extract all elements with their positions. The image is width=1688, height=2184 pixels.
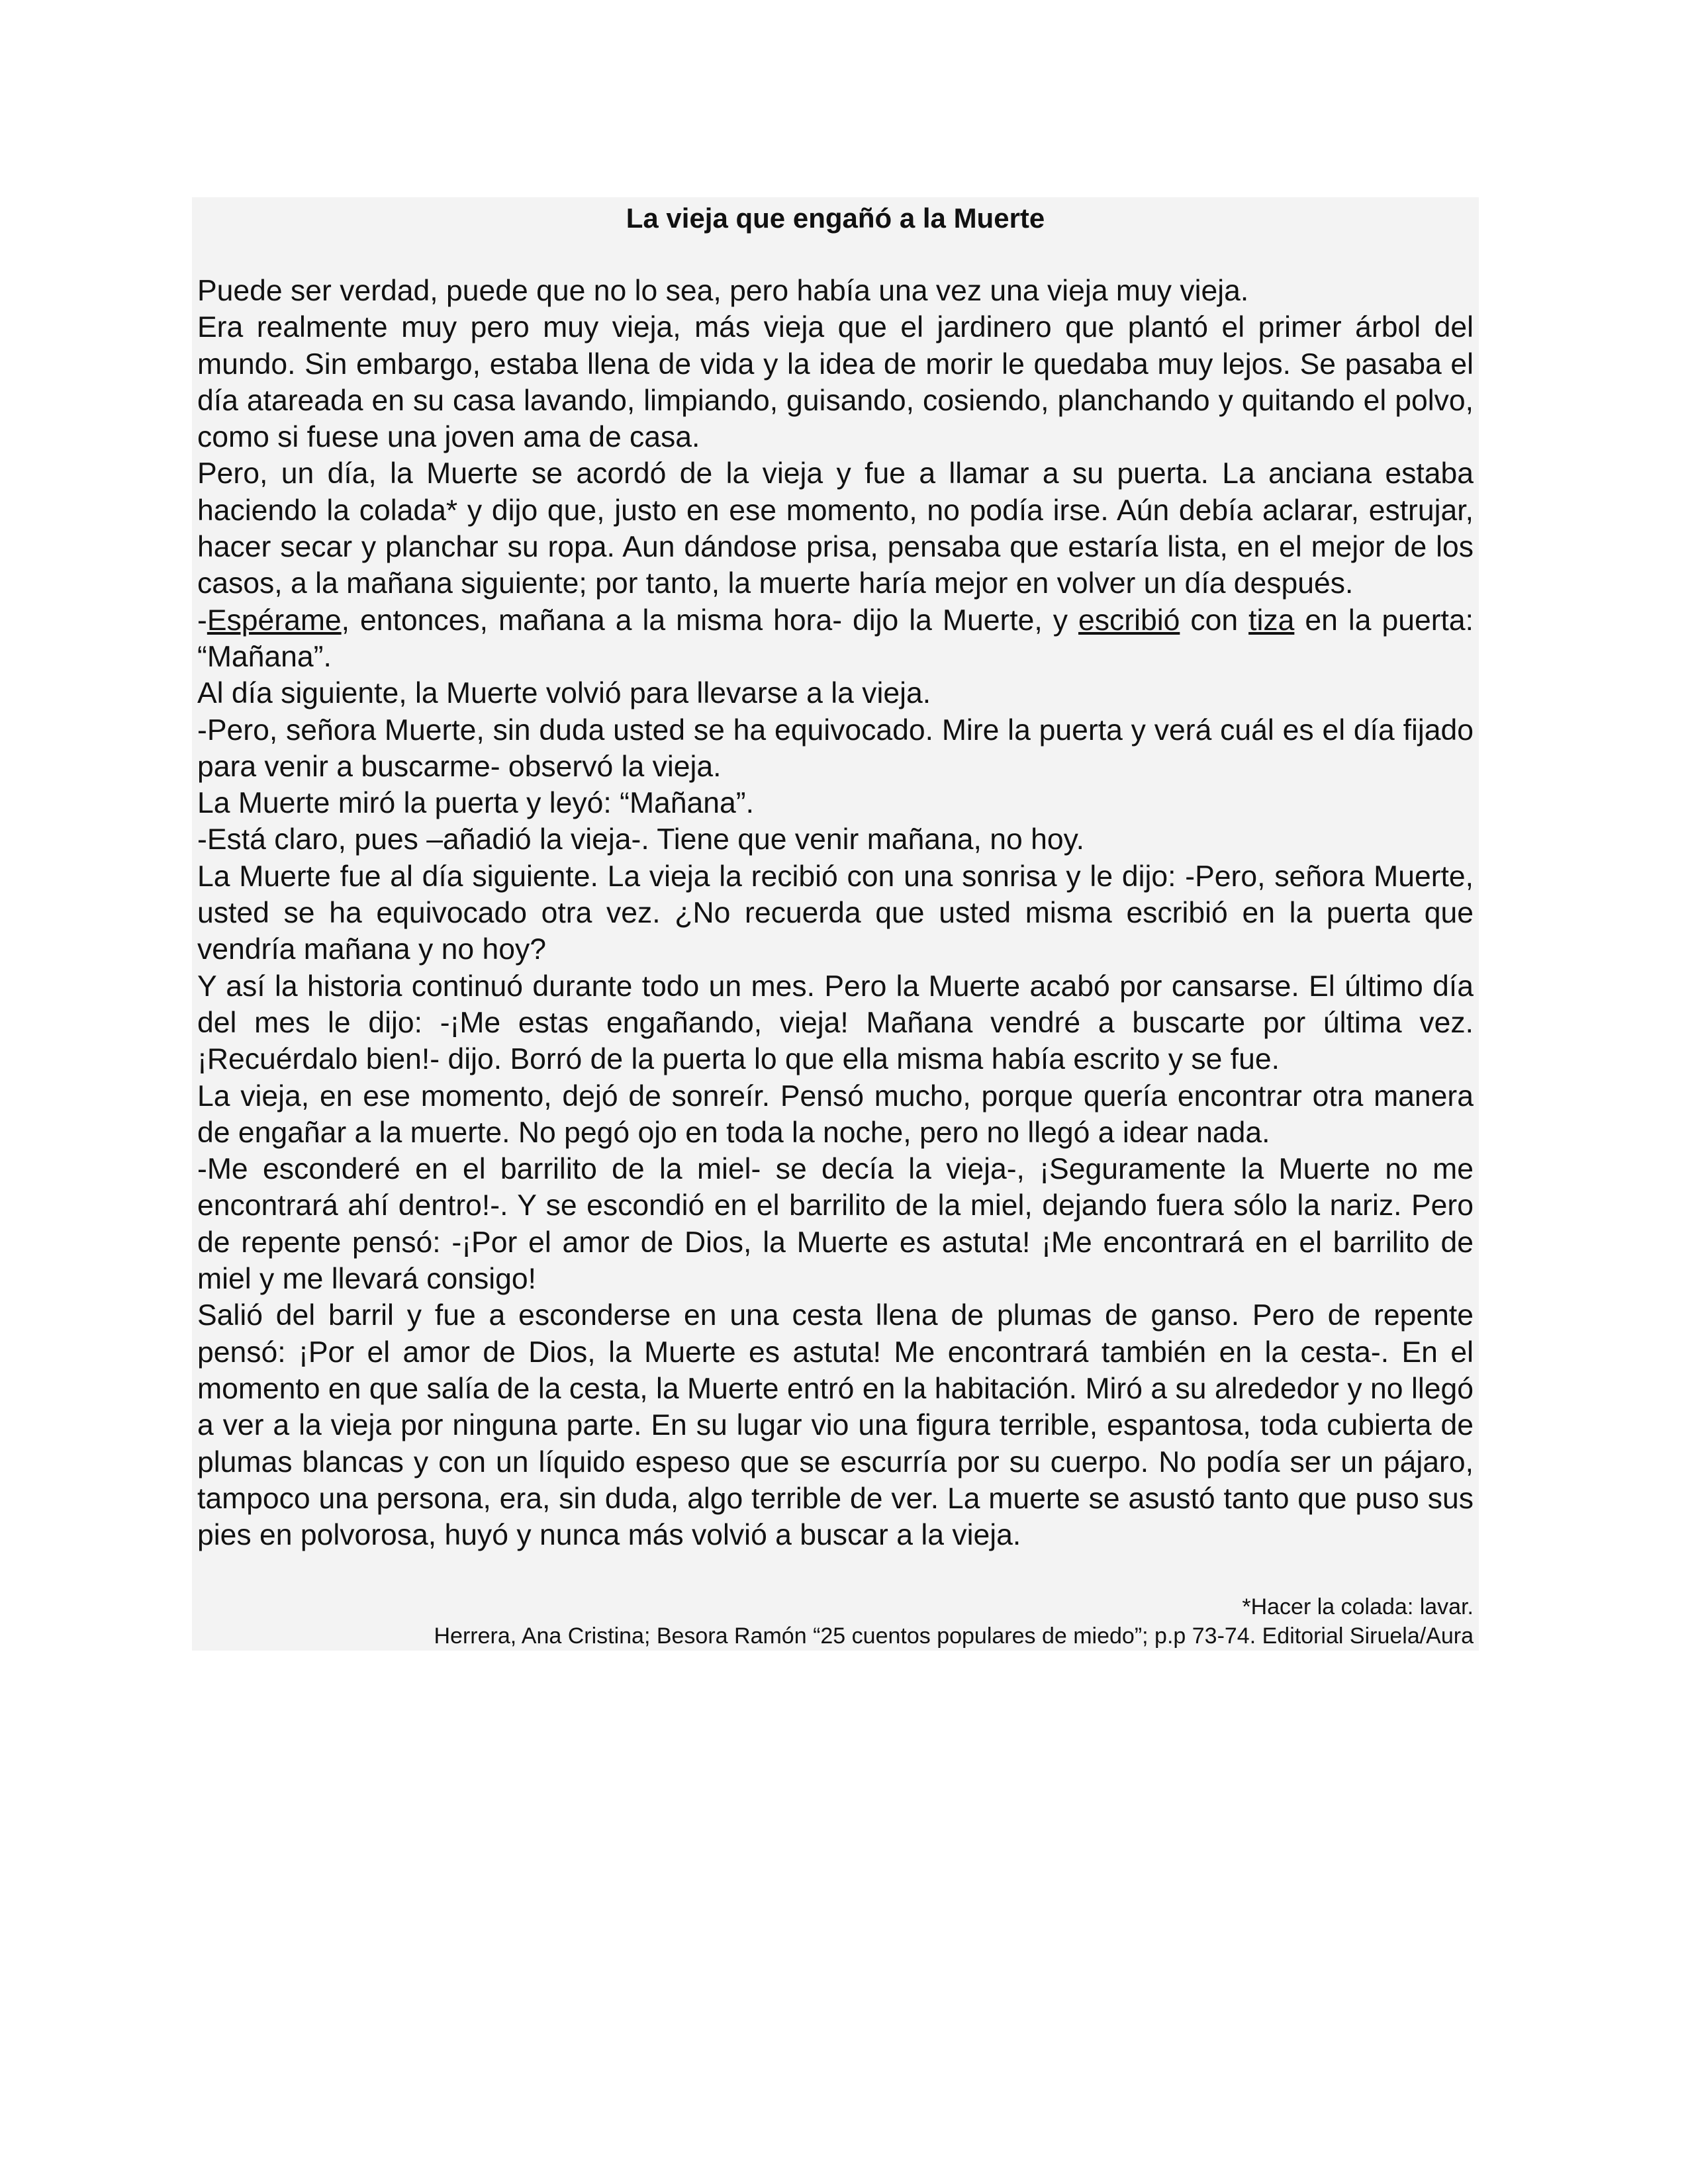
paragraph: -Me esconderé en el barrilito de la miel- se decía la vieja-, ¡Seguramente la Muerte no me encontrará ahí dentro!-. Y se escondió en el barrilito de la miel, dejando fuera sólo la nariz. Pero de repente pensó: -¡Por el amor de Dios, la Muerte es astuta! ¡Me encontrará en el barrilito de miel y me llevará consigo! xyxy=(197,1153,1474,1296)
paragraph: Y así la historia continuó durante todo un mes. Pero la Muerte acabó por cansarse. El último día del mes le dijo: -¡Me estas engañando, vieja! Mañana vendré a buscarte por última vez. ¡Recuérdalo bien!- dijo. Borró de la puerta lo que ella misma había escrito y se fue. xyxy=(197,970,1474,1076)
paragraph: Puede ser verdad, puede que no lo sea, pero había una vez una vieja muy vieja. xyxy=(197,275,1249,307)
text-run: , entonces, mañana a la misma hora- dijo la Muerte, y xyxy=(341,604,1079,637)
paragraph: Pero, un día, la Muerte se acordó de la vieja y fue a llamar a su puerta. La anciana estaba haciendo la colada* y dijo que, justo en ese momento, no podía irse. Aún debía aclarar, estrujar, hacer secar y planchar su ropa. Aun dándose prisa, pensaba que estaría lista, en el mejor de los casos, a la mañana siguiente; por tanto, la muerte haría mejor en volver un día después. xyxy=(197,457,1474,600)
text-run: con xyxy=(1180,604,1249,637)
paragraph: La Muerte fue al día siguiente. La vieja la recibió con una sonrisa y le dijo: -Pero, señora Muerte, usted se ha equivocado otra vez. ¿No recuerda que usted misma escribió en la puerta que vendría mañana y no hoy? xyxy=(197,860,1474,966)
paragraph-underlined xyxy=(197,602,1474,676)
paragraph: La vieja, en ese momento, dejó de sonreír. Pensó mucho, porque quería encontrar otra manera de engañar a la muerte. No pegó ojo en toda la noche, pero no llegó a idear nada. xyxy=(197,1079,1474,1149)
footnote: *Hacer la colada: lavar. xyxy=(1242,1594,1474,1619)
text-run: - xyxy=(197,604,207,637)
story-text xyxy=(197,273,1474,1553)
underlined-word-escribio: escribió xyxy=(1078,604,1180,637)
paragraph: Salió del barril y fue a esconderse en una cesta llena de plumas de ganso. Pero de repente pensó: ¡Por el amor de Dios, la Muerte es astuta! Me encontrará también en la cesta-. En el momento en que salía de la cesta, la Muerte entró en la habitación. Miró a su alrededor y no llegó a ver a la vieja por ninguna parte. En su lugar vio una figura terrible, espantosa, toda cubierta de plumas blancas y con un líquido espeso que se escurría por su cuerpo. No podía ser un pájaro, tampoco una persona, era, sin duda, algo terrible de ver. La muerte se asustó tanto que puso sus pies en polvorosa, huyó y nunca más volvió a buscar a la vieja. xyxy=(197,1299,1474,1552)
text-run: en la puerta: “Mañana”. xyxy=(197,604,1474,673)
paragraph: Era realmente muy pero muy vieja, más vieja que el jardinero que plantó el primer árbol del mundo. Sin embargo, estaba llena de vida y la idea de morir le quedaba muy lejos. Se pasaba el día atareada en su casa lavando, limpiando, guisando, cosiendo, planchando y quitando el polvo, como si fuese una joven ama de casa. xyxy=(197,311,1474,454)
underlined-word-tiza: tiza xyxy=(1248,604,1295,637)
citation: Herrera, Ana Cristina; Besora Ramón “25 cuentos populares de miedo”; p.p 73-74. Editorial Siruela/Aura xyxy=(434,1623,1474,1649)
story-box xyxy=(192,197,1479,1651)
underlined-word-esperame: Espérame xyxy=(207,604,342,637)
paragraph: La Muerte miró la puerta y leyó: “Mañana”. xyxy=(197,787,754,820)
document-title: La vieja que engañó a la Muerte xyxy=(626,203,1045,234)
paragraph: -Pero, señora Muerte, sin duda usted se ha equivocado. Mire la puerta y verá cuál es el día fijado para venir a buscarme- observó la vieja. xyxy=(197,713,1474,783)
paragraph: Al día siguiente, la Muerte volvió para llevarse a la vieja. xyxy=(197,677,931,710)
paragraph: -Está claro, pues –añadió la vieja-. Tiene que venir mañana, no hoy. xyxy=(197,823,1084,856)
